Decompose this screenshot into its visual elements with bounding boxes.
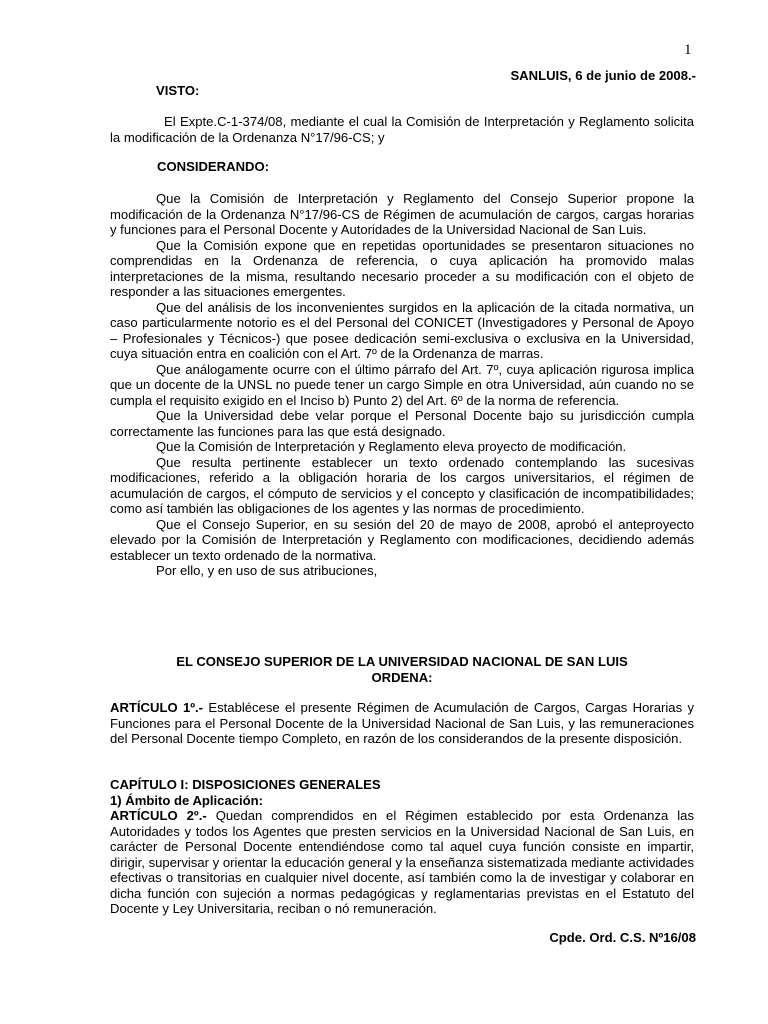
visto-section <box>110 114 694 145</box>
considerando-paragraph: Que la Comisión de Interpretación y Reglamento eleva proyecto de modificación. <box>156 439 627 454</box>
page-number: 1 <box>684 42 692 58</box>
articulo-1-text: Establécese el presente Régimen de Acumulación de Cargos, Cargas Horarias y Funciones para el Personal Docente de la Universidad Nacional de San Luis, y las remuneraciones del Personal Docente tiempo Completo, en razón de los considerandos de la presente disposición. <box>110 700 694 746</box>
visto-paragraph: El Expte.C-1-374/08, mediante el cual la Comisión de Interpretación y Reglamento solicita la modificación de la Ordenanza N°17/96-CS; y <box>110 114 694 145</box>
considerando-paragraph: Por ello, y en uso de sus atribuciones, <box>156 563 378 578</box>
footer-reference: Cpde. Ord. C.S. Nº16/08 <box>549 930 696 945</box>
considerando-paragraph: Que del análisis de los inconvenientes surgidos en la aplicación de la citada normativa, un caso particularmente notorio es el del Personal del CONICET (Investigadores y Personal de Apoyo – Profesionales y Técnicos-) que posee dedicación semi-exclusiva o exclusiva en la Universidad, cuya situación entra en coalición con el Art. 7º de la Ordenanza de marras. <box>110 299 694 361</box>
considerando-paragraph: Que el Consejo Superior, en su sesión del 20 de mayo de 2008, aprobó el anteproyecto elevado por la Comisión de Interpretación y Reglamento con modificaciones, decidiendo además establecer un texto ordenado de la normativa. <box>110 516 694 563</box>
date-line: SANLUIS, 6 de junio de 2008.- <box>510 68 696 83</box>
considerando-paragraph: Que la Universidad debe velar porque el Personal Docente bajo su jurisdicción cumpla correctamente las funciones para las que está designado. <box>110 408 694 439</box>
considerando-section <box>110 191 694 579</box>
resolution-heading <box>110 654 694 685</box>
articulo-2-label: ARTÍCULO 2º.- <box>110 808 207 823</box>
considerando-paragraph: Que análogamente ocurre con el último párrafo del Art. 7º, cuya aplicación rigurosa implica que un docente de la UNSL no puede tener un cargo Simple en otra Universidad, aún cuando no se cumpla el requisito exigido en el Inciso b) Punto 2) del Art. 6º de la norma de referencia. <box>110 361 694 408</box>
articulo-2-paragraph <box>110 808 694 917</box>
capitulo-1-subtitle: 1) Ámbito de Aplicación: <box>110 792 264 808</box>
capitulo-1 <box>110 777 694 917</box>
considerando-paragraph: Que la Comisión expone que en repetidas oportunidades se presentaron situaciones no comprendidas en la Ordenanza de referencia, o cuya aplicación ha promovido malas interpretaciones de la misma, resultando necesario proceder a su modificación con el objeto de responder a las situaciones emergentes. <box>110 237 694 299</box>
considerando-heading: CONSIDERANDO: <box>157 159 270 174</box>
articulo-1-paragraph <box>110 700 694 747</box>
articulo-1 <box>110 700 694 747</box>
considerando-paragraph: Que la Comisión de Interpretación y Reglamento del Consejo Superior propone la modificación de la Ordenanza N°17/96-CS de Régimen de acumulación de cargos, cargas horarias y funciones para el Personal Docente y Autoridades de la Universidad Nacional de San Luis. <box>110 191 694 237</box>
resolution-heading-line2: ORDENA: <box>371 669 433 685</box>
considerando-paragraph: Que resulta pertinente establecer un texto ordenado contemplando las sucesivas modificaciones, referido a la obligación horaria de los cargos universitarios, el régimen de acumulación de cargos, el cómputo de servicios y el concepto y clasificación de incompatibilidades; como así también las obligaciones de los agentes y las normas de procedimiento. <box>110 454 694 516</box>
articulo-2-text: Quedan comprendidos en el Régimen establecido por esta Ordenanza las Autoridades y todos los Agentes que presten servicios en la Universidad Nacional de San Luis, en carácter de Personal Docente entendiéndose como tal aquel cuya función consiste en impartir, dirigir, supervisar y orientar la educación general y la enseñanza sistematizada mediante actividades efectivas o transitorias en cualquier nivel docente, así también como la de investigar y colaborar en dicha función con sujeción a normas pedagógicas y reglamentarias previstas en el Estatuto del Docente y Ley Universitaria, reciban o nó remuneración. <box>110 808 694 916</box>
capitulo-1-title: CAPÍTULO I: DISPOSICIONES GENERALES <box>110 777 381 792</box>
articulo-1-label: ARTÍCULO 1º.- <box>110 700 204 715</box>
visto-heading: VISTO: <box>156 83 200 98</box>
resolution-heading-line1: EL CONSEJO SUPERIOR DE LA UNIVERSIDAD NACIONAL DE SAN LUIS <box>176 654 628 669</box>
